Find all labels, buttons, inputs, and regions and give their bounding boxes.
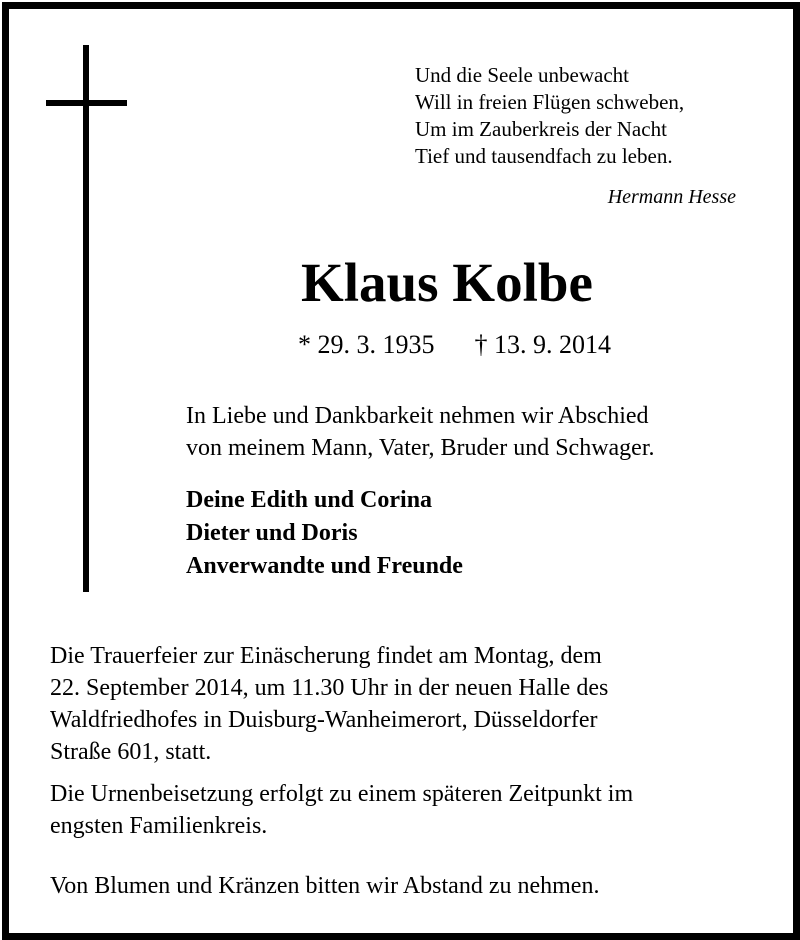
farewell-text: [186, 400, 655, 464]
poem-quote: [415, 62, 684, 170]
deceased-name: Klaus Kolbe: [301, 252, 593, 313]
cross-icon-vertical-bar: [83, 45, 89, 592]
urn-burial-text: [50, 778, 633, 842]
poem-author: Hermann Hesse: [607, 186, 736, 208]
farewell-line: In Liebe und Dankbarkeit nehmen wir Abschied: [186, 403, 649, 429]
flowers-note: Von Blumen und Kränzen bitten wir Abstand zu nehmen.: [50, 873, 600, 899]
urn-line: engsten Familienkreis.: [50, 813, 268, 839]
mourner-name: Dieter und Doris: [186, 520, 358, 546]
death-date: † 13. 9. 2014: [474, 330, 611, 359]
service-line: Waldfriedhofes in Duisburg-Wanheimerort, Düsseldorfer: [50, 707, 598, 733]
poem-line: Will in freien Flügen schweben,: [415, 90, 685, 114]
mourner-name: Anverwandte und Freunde: [186, 553, 463, 579]
urn-line: Die Urnenbeisetzung erfolgt zu einem späteren Zeitpunkt im: [50, 781, 634, 807]
mourner-name: Deine Edith und Corina: [186, 487, 433, 513]
mourners-list: [186, 484, 463, 583]
service-line: 22. September 2014, um 11.30 Uhr in der neuen Halle des: [50, 675, 609, 701]
birth-date: * 29. 3. 1935: [298, 330, 435, 359]
life-dates: [298, 330, 611, 360]
farewell-line: von meinem Mann, Vater, Bruder und Schwager.: [186, 435, 655, 461]
funeral-service-text: [50, 640, 608, 768]
cross-icon-horizontal-bar: [46, 100, 127, 106]
poem-line: Und die Seele unbewacht: [415, 63, 630, 87]
service-line: Straße 601, statt.: [50, 739, 212, 765]
service-line: Die Trauerfeier zur Einäscherung findet am Montag, dem: [50, 643, 602, 669]
poem-line: Tief und tausendfach zu leben.: [415, 144, 673, 168]
poem-line: Um im Zauberkreis der Nacht: [415, 117, 667, 141]
